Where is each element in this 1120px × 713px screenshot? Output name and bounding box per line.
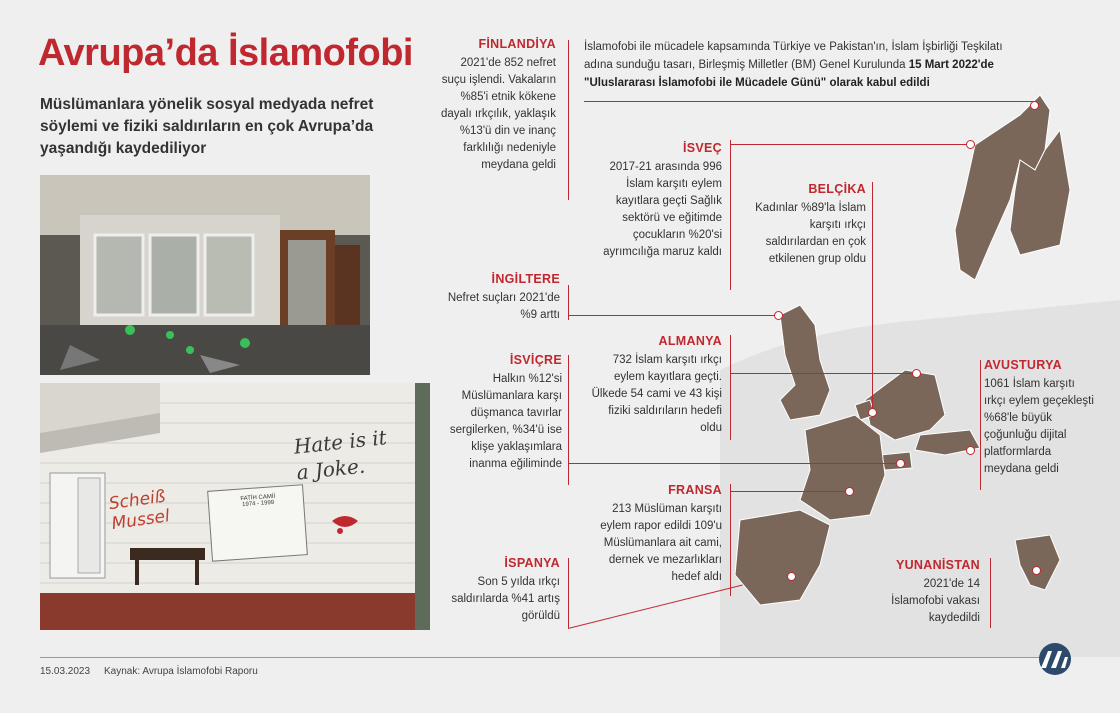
country-name-almanya: ALMANYA xyxy=(658,334,722,348)
country-text-belcika: Kadınlar %89'la İslam karşıtı ırkçı saldırılardan en çok etkilenen grup oldu xyxy=(755,202,866,265)
country-block-avusturya xyxy=(984,357,1096,478)
connector-fransa-h xyxy=(730,491,847,492)
connector-finlandiya xyxy=(568,40,569,200)
country-name-isvicre: İSVİÇRE xyxy=(509,353,562,367)
country-name-avusturya: AVUSTURYA xyxy=(984,358,1062,372)
country-block-ingiltere xyxy=(430,271,560,324)
country-text-ispanya: Son 5 yılda ırkçı saldırılarda %41 artış görüldü xyxy=(451,576,560,622)
graffiti-text-black: Hate is it a Joke. xyxy=(292,425,388,485)
country-text-almanya: 732 İslam karşıtı ırkçı eylem kayıtlara geçti. Ülkede 54 cami ve 43 kişi fiziki saldırıların hedefi oldu xyxy=(591,354,722,434)
connector-fransa xyxy=(730,484,731,596)
plaque-name: FATİH CAMİİ xyxy=(240,493,276,503)
country-block-isvicre xyxy=(442,352,562,473)
footer-date: 15.03.2023 xyxy=(40,666,91,677)
country-block-finlandiya xyxy=(440,36,556,174)
connector-ingiltere-h xyxy=(568,315,776,316)
page-title: Avrupa’da İslamofobi xyxy=(38,32,413,74)
country-block-ispanya xyxy=(440,555,560,625)
intro-text xyxy=(584,38,1024,92)
country-text-isvicre: Halkın %12'si Müslümanlara karşı düşmanca tavırlar sergilerken, %34'ü ise klişe yaklaşımlara inanma eğiliminde xyxy=(449,373,562,470)
connector-avusturya xyxy=(980,360,981,490)
country-block-yunanistan xyxy=(868,557,980,627)
country-name-ingiltere: İNGİLTERE xyxy=(491,272,560,286)
footer-divider xyxy=(40,657,1040,658)
plaque-years: 1974 - 1999 xyxy=(242,499,275,509)
country-block-almanya xyxy=(586,333,722,437)
map-dot-belcika xyxy=(868,408,877,417)
connector-isvec xyxy=(730,140,731,290)
country-name-finlandiya: FİNLANDİYA xyxy=(478,37,556,51)
connector-isvec-h xyxy=(730,144,968,145)
aa-logo-icon xyxy=(1032,642,1078,676)
country-block-belcika xyxy=(750,181,866,268)
connector-belcika xyxy=(872,182,873,410)
connector-ispanya xyxy=(568,558,569,628)
damaged-interior-illustration xyxy=(40,175,370,375)
country-text-avusturya: 1061 İslam karşıtı ırkçı eylem geçekleşti %68'le büyük çoğunluğu dijital platformlarda meydana geldi xyxy=(984,378,1094,475)
photo-graffiti-wall xyxy=(40,383,430,630)
country-name-ispanya: İSPANYA xyxy=(504,556,560,570)
connector-yunanistan xyxy=(990,558,991,628)
map-dot-yunanistan xyxy=(1032,566,1041,575)
connector-intro xyxy=(584,101,1034,102)
map-dot-almanya xyxy=(912,369,921,378)
country-text-yunanistan: 2021'de 14 İslamofobi vakası kaydedildi xyxy=(891,578,980,624)
connector-isvicre-h xyxy=(568,463,898,464)
connector-almanya xyxy=(730,335,731,440)
country-text-fransa: 213 Müslüman karşıtı eylem rapor edildi 109'u Müslümanlara ait cami, dernek ve mezarlıkları hedef aldı xyxy=(600,503,722,583)
map-dot-isvicre xyxy=(896,459,905,468)
intro-highlight: 15 Mart 2022'de "Uluslararası İslamofobi ile Mücadele Günü" olarak kabul edildi xyxy=(584,59,994,89)
graffiti-text-red: Scheiß Mussel xyxy=(107,486,171,535)
map-dot-fransa xyxy=(845,487,854,496)
map-dot-avusturya xyxy=(966,446,975,455)
map-dot-ingiltere xyxy=(774,311,783,320)
map-france xyxy=(800,415,885,520)
connector-almanya-h xyxy=(730,373,914,374)
intro-body: İslamofobi ile mücadele kapsamında Türkiye ve Pakistan'ın, İslam İşbirliği Teşkilatı adına sunduğu tasarı, Birleşmiş Milletler (BM) Genel Kurulunda xyxy=(584,41,1003,71)
footer-source: Kaynak: Avrupa İslamofobi Raporu xyxy=(104,666,258,677)
map-dot-ispanya xyxy=(787,572,796,581)
country-block-fransa xyxy=(586,482,722,586)
country-name-yunanistan: YUNANİSTAN xyxy=(895,558,980,572)
map-dot-finlandiya xyxy=(1030,101,1039,110)
country-text-ingiltere: Nefret suçları 2021'de %9 arttı xyxy=(447,292,560,321)
connector-isvicre xyxy=(568,355,569,485)
country-text-finlandiya: 2021'de 852 nefret suçu işlendi. Vakaların %85'i etnik kökene dayalı ırkçılık, yaklaşık %13'ü din ve inanç farklılığı nedeniyle meydana geldi xyxy=(440,57,556,171)
page-subtitle: Müslümanlara yönelik sosyal medyada nefret söylemi ve fiziki saldırıların en çok Avrupa’da yaşandığı kaydediliyor xyxy=(40,96,374,157)
connector-ispanya-h xyxy=(568,584,743,629)
photo-damaged-interior xyxy=(40,175,370,375)
country-name-belcika: BELÇİKA xyxy=(808,182,866,196)
map-dot-isvec xyxy=(966,140,975,149)
country-text-isvec: 2017-21 arasında 996 İslam karşıtı eylem kayıtlara geçti Sağlık sektörü ve eğitimde çocukların %20'si ayrımcılığa maruz kaldı xyxy=(603,161,722,258)
country-name-fransa: FRANSA xyxy=(668,483,722,497)
country-block-isvec xyxy=(586,140,722,261)
country-name-isvec: İSVEÇ xyxy=(682,141,722,155)
